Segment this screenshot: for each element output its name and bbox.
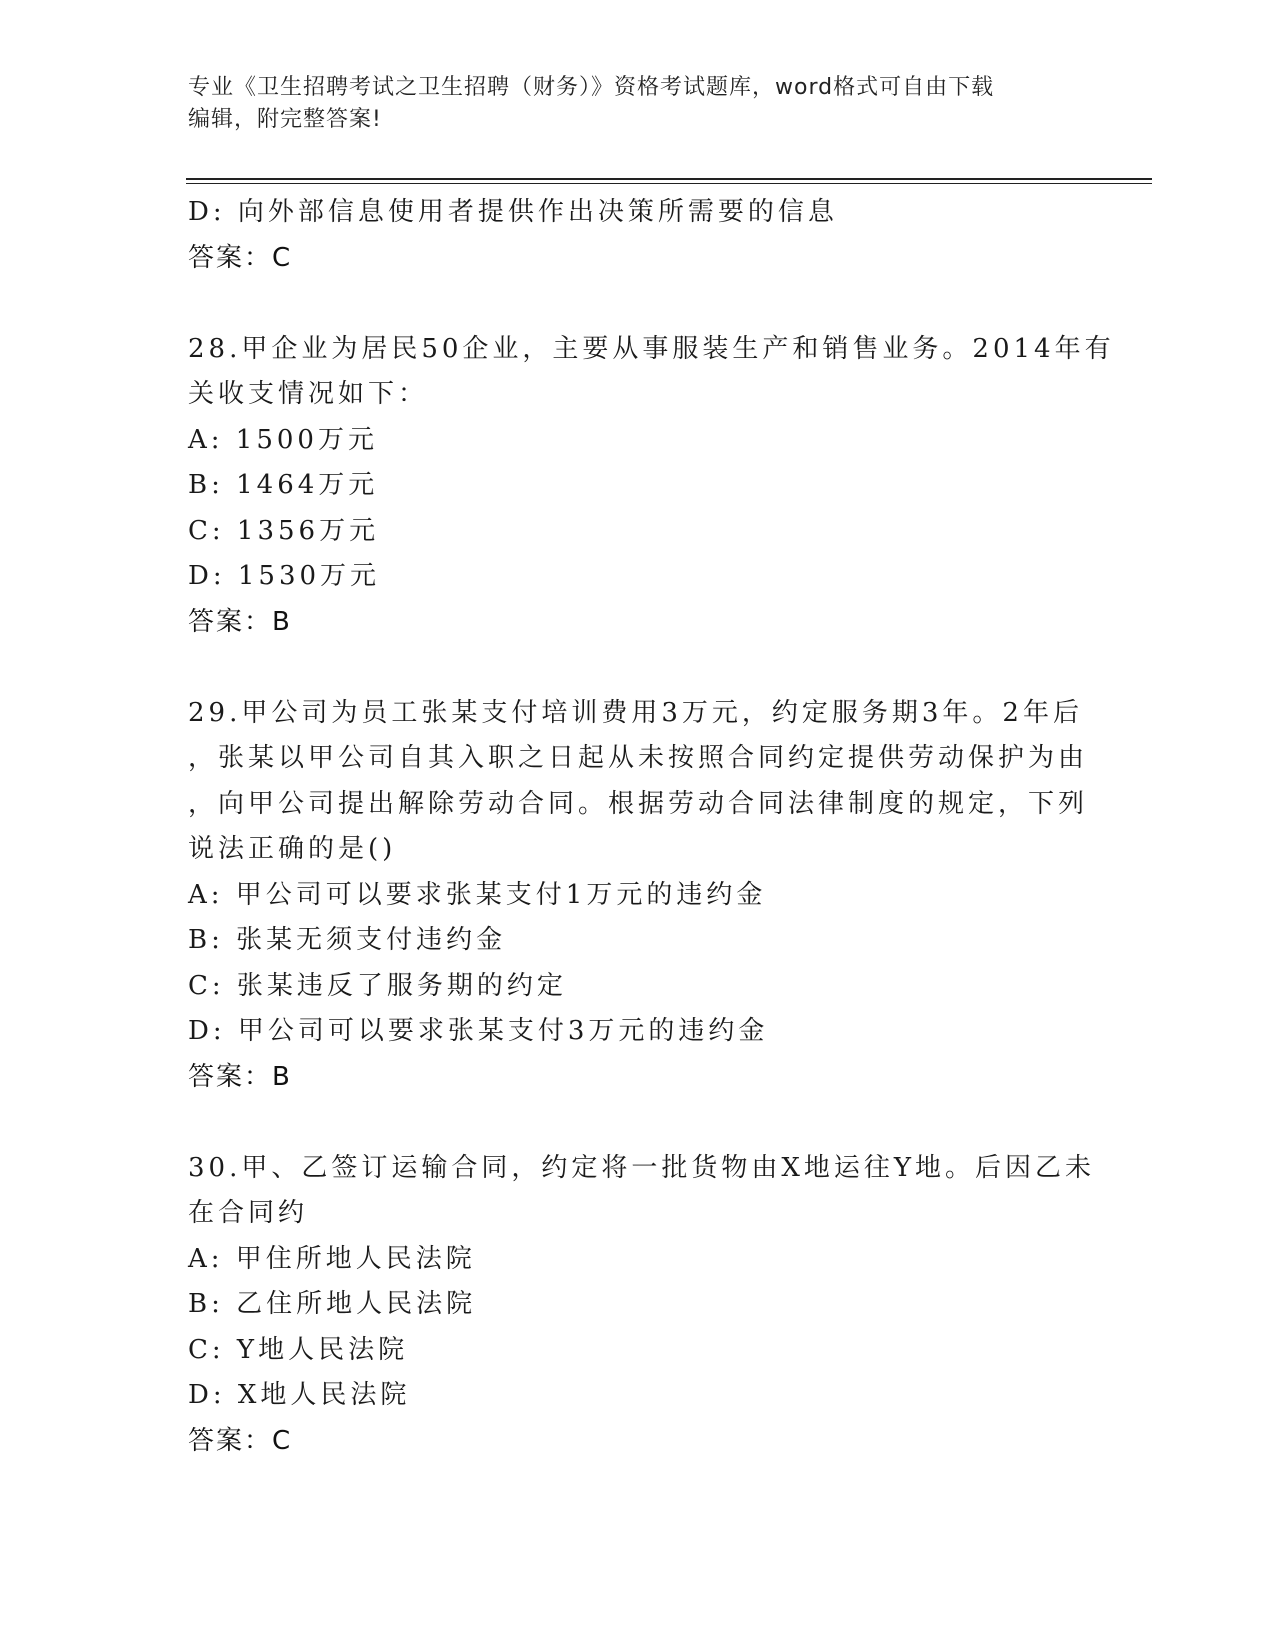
option-c: C: Y地人民法院	[188, 1334, 409, 1365]
question-stem-line: 关收支情况如下：	[188, 379, 429, 409]
question-content	[188, 190, 1115, 1464]
answer-line: 答案：C	[188, 242, 293, 273]
spacer	[188, 645, 1088, 691]
option-c: C: 张某违反了服务期的约定	[188, 970, 567, 1001]
header-line-2: 编辑，附完整答案!	[188, 107, 382, 132]
option-a: A: 甲住所地人民法院	[188, 1243, 476, 1274]
question-30	[188, 1146, 1096, 1465]
option-d: D: 1530万元	[188, 561, 381, 591]
header-rule-thick	[186, 178, 1152, 180]
question-27-tail	[188, 190, 1088, 281]
option-b: B: 乙住所地人民法院	[188, 1289, 477, 1319]
question-29	[188, 691, 1088, 1101]
option-b: B: 张某无须支付违约金	[188, 925, 507, 955]
spacer	[188, 1100, 1088, 1146]
question-stem-line: ，张某以甲公司自其入职之日起从未按照合同约定提供劳动保护为由	[188, 743, 1089, 773]
spacer	[188, 281, 1088, 327]
option-d: D: 向外部信息使用者提供作出决策所需要的信息	[188, 197, 838, 227]
option-c: C: 1356万元	[188, 515, 380, 546]
answer-line: 答案：B	[188, 1061, 292, 1092]
answer-line: 答案：C	[188, 1425, 293, 1456]
question-stem-line: 28.甲企业为居民50企业，主要从事服装生产和销售业务。2014年有	[188, 333, 1115, 364]
question-stem-line: ，向甲公司提出解除劳动合同。根据劳动合同法律制度的规定，下列	[188, 788, 1089, 819]
option-b: B: 1464万元	[188, 470, 379, 500]
question-stem-line: 说法正确的是()	[188, 834, 397, 864]
option-d: D: X地人民法院	[188, 1380, 411, 1410]
page-header	[188, 72, 1068, 136]
question-stem-line: 在合同约	[188, 1198, 309, 1228]
header-line-1: 专业《卫生招聘考试之卫生招聘（财务）》资格考试题库，word格式可自由下载	[188, 75, 995, 100]
question-28	[188, 327, 1115, 646]
option-d: D: 甲公司可以要求张某支付3万元的违约金	[188, 1016, 769, 1046]
option-a: A: 甲公司可以要求张某支付1万元的违约金	[188, 879, 767, 910]
header-rule-thin	[186, 183, 1152, 184]
answer-line: 答案：B	[188, 606, 292, 637]
question-stem-line: 30.甲、乙签订运输合同，约定将一批货物由X地运往Y地。后因乙未	[188, 1152, 1096, 1183]
option-a: A: 1500万元	[188, 424, 378, 455]
question-stem-line: 29.甲公司为员工张某支付培训费用3万元，约定服务期3年。2年后	[188, 697, 1083, 728]
